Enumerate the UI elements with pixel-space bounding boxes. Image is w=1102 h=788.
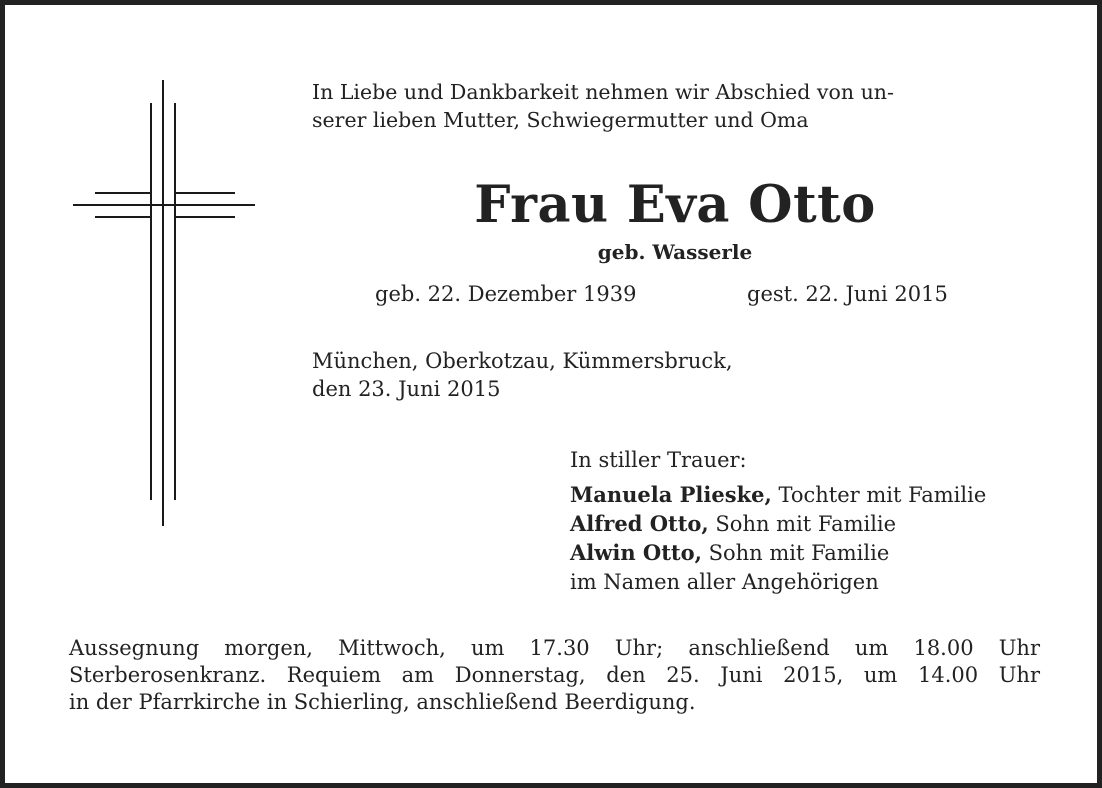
service-line-3: in der Pfarrkirche in Schierling, anschließend Beerdigung.	[69, 690, 696, 714]
mourner-relation: Sohn mit Familie	[708, 512, 897, 536]
mourner-relation: Tochter mit Familie	[771, 483, 987, 507]
mourners-closing: im Namen aller Angehörigen	[570, 570, 879, 594]
service-line-2: Sterberosenkranz. Requiem am Donnerstag, den 25. Juni 2015, um 14.00 Uhr	[69, 663, 1040, 687]
mourner-name: Alfred Otto,	[570, 511, 709, 536]
mourner-entry	[570, 482, 986, 508]
mourner-entry	[570, 540, 889, 566]
mourner-relation: Sohn mit Familie	[701, 541, 890, 565]
date-line: den 23. Juni 2015	[312, 377, 501, 401]
mourner-name: Manuela Plieske,	[570, 482, 772, 507]
intro-text-line-2: serer lieben Mutter, Schwiegermutter und Oma	[312, 108, 809, 132]
place-line: München, Oberkotzau, Kümmersbruck,	[312, 349, 733, 373]
maiden-name: geb. Wasserle	[597, 240, 753, 264]
death-date: gest. 22. Juni 2015	[747, 282, 948, 306]
mourner-entry	[570, 511, 896, 537]
service-line-1: Aussegnung morgen, Mittwoch, um 17.30 Uhr; anschließend um 18.00 Uhr	[69, 636, 1040, 660]
deceased-name: Frau Eva Otto	[474, 175, 876, 235]
intro-text-line-1: In Liebe und Dankbarkeit nehmen wir Abschied von un-	[312, 80, 894, 104]
service-details	[69, 635, 1040, 716]
mourners-heading: In stiller Trauer:	[570, 448, 747, 472]
mourner-name: Alwin Otto,	[570, 540, 702, 565]
birth-date: geb. 22. Dezember 1939	[375, 282, 637, 306]
